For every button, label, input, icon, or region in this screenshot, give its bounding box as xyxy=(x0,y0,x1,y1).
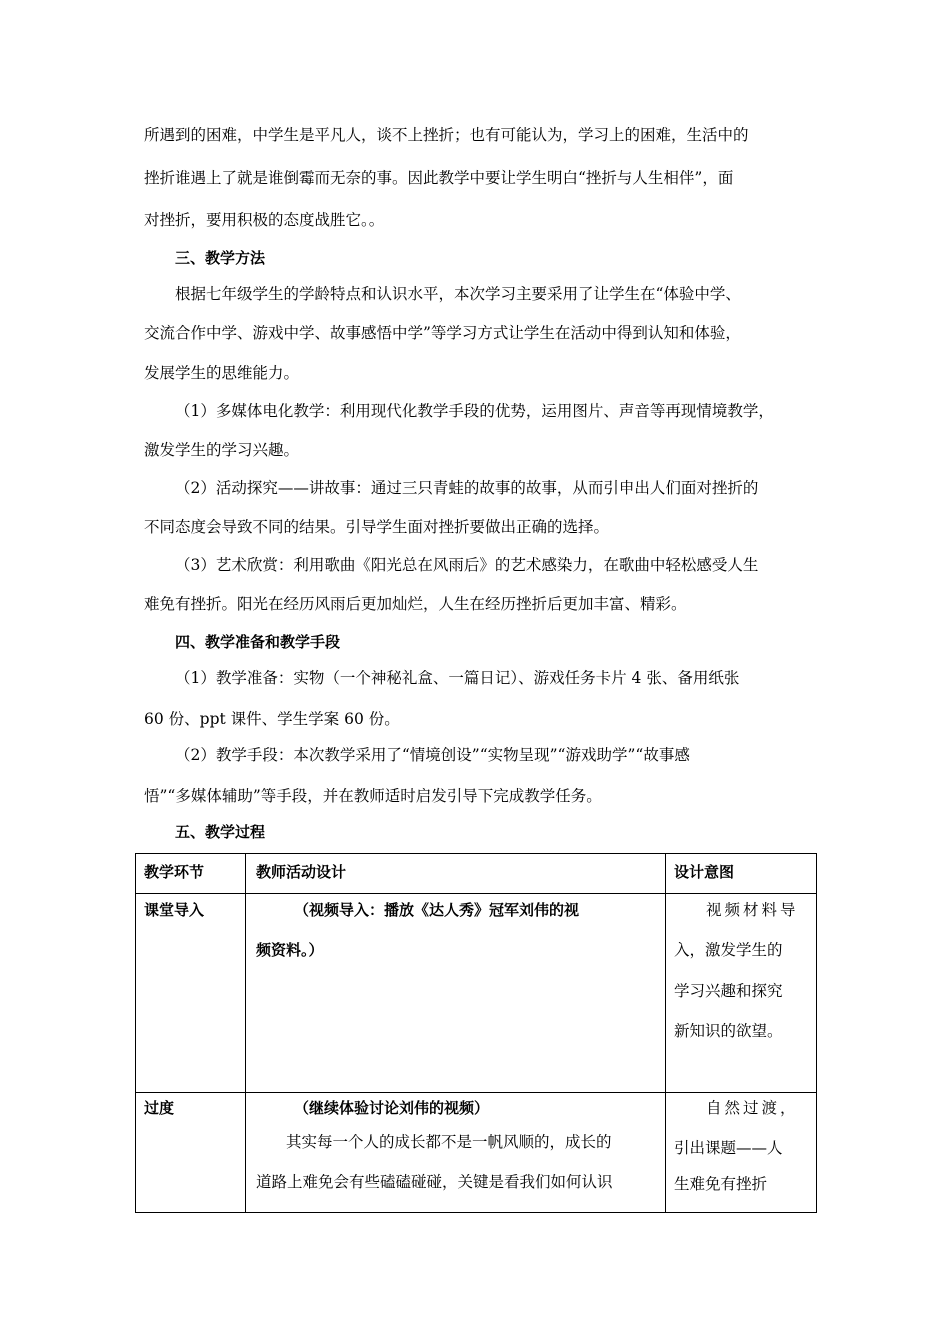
paragraph-line: 交流合作中学、游戏中学、故事感悟中学”等学习方式让学生在活动中得到认知和体验， xyxy=(144,324,741,342)
table-header-row xyxy=(136,854,817,894)
method-item-3: （3）艺术欣赏：利用歌曲《阳光总在风雨后》的艺术感染力，在歌曲中轻松感受人生 xyxy=(175,556,759,574)
method-item-2-cont: 不同态度会导致不同的结果。引导学生面对挫折要做出正确的选择。 xyxy=(144,518,610,536)
header-cell xyxy=(136,854,246,894)
section-heading-preparation: 四、教学准备和教学手段 xyxy=(175,633,341,651)
method-item-1-cont: 激发学生的学习兴趣。 xyxy=(144,441,300,459)
section-heading-process: 五、教学过程 xyxy=(175,823,266,841)
paragraph-line: 根据七年级学生的学龄特点和认识水平，本次学习主要采用了让学生在“体验中学、 xyxy=(175,285,741,303)
intent-line: 自然过渡， xyxy=(706,1099,799,1117)
paragraph-line: 发展学生的思维能力。 xyxy=(144,364,300,382)
intent-line: 入，激发学生的 xyxy=(674,941,783,959)
intent-cell xyxy=(666,894,817,1093)
activity-line: 其实每一个人的成长都不是一帆风顺的，成长的 xyxy=(286,1133,612,1151)
method-item-2: （2）活动探究——讲故事：通过三只青蛙的故事的故事，从而引申出人们面对挫折的 xyxy=(175,479,759,497)
intent-line: 学习兴趣和探究 xyxy=(674,982,783,1000)
header-stage: 教学环节 xyxy=(144,863,205,881)
stage-cell xyxy=(136,1093,246,1213)
header-activity: 教师活动设计 xyxy=(256,863,347,881)
activity-title: （继续体验讨论刘伟的视频） xyxy=(294,1099,490,1117)
intent-line: 生难免有挫折 xyxy=(674,1175,768,1193)
stage-cell xyxy=(136,894,246,1093)
prep-item-1-cont: 60 份、ppt 课件、学生学案 60 份。 xyxy=(144,710,400,728)
activity-cell xyxy=(246,1093,666,1213)
prep-item-2: （2）教学手段：本次教学采用了“情境创设”“实物呈现”“游戏助学”“故事感 xyxy=(175,746,690,764)
activity-line: 频资料。） xyxy=(256,941,324,959)
method-item-3-cont: 难免有挫折。阳光在经历风雨后更加灿烂，人生在经历挫折后更加丰富、精彩。 xyxy=(144,595,687,613)
section-heading-methods: 三、教学方法 xyxy=(175,249,266,267)
prep-item-2-cont: 悟”“多媒体辅助”等手段，并在教师适时启发引导下完成教学任务。 xyxy=(144,787,602,805)
stage-label: 课堂导入 xyxy=(144,901,205,919)
activity-line: 道路上难免会有些磕磕碰碰，关键是看我们如何认识 xyxy=(256,1173,613,1191)
header-cell xyxy=(666,854,817,894)
body-line: 挫折谁遇上了就是谁倒霉而无奈的事。因此教学中要让学生明白“挫折与人生相伴”，面 xyxy=(144,169,734,187)
method-item-1: （1）多媒体电化教学：利用现代化教学手段的优势，运用图片、声音等再现情境教学， xyxy=(175,402,774,420)
intent-line: 引出课题——人 xyxy=(674,1139,783,1157)
teaching-process-table xyxy=(135,853,817,1213)
table-row xyxy=(136,894,817,1093)
activity-line: （视频导入：播放《达人秀》冠军刘伟的视 xyxy=(294,901,580,919)
intent-line: 视频材料导 xyxy=(706,901,799,919)
body-line: 对挫折，要用积极的态度战胜它。。 xyxy=(144,211,385,229)
header-cell xyxy=(246,854,666,894)
activity-cell xyxy=(246,894,666,1093)
header-intent: 设计意图 xyxy=(674,863,735,881)
intent-cell xyxy=(666,1093,817,1213)
body-line: 所遇到的困难，中学生是平凡人，谈不上挫折；也有可能认为，学习上的困难，生活中的 xyxy=(144,126,749,144)
prep-item-1: （1）教学准备：实物（一个神秘礼盒、一篇日记）、游戏任务卡片 4 张、备用纸张 xyxy=(175,669,740,687)
intent-line: 新知识的欲望。 xyxy=(674,1022,783,1040)
table-row xyxy=(136,1093,817,1213)
stage-label: 过度 xyxy=(144,1099,175,1117)
